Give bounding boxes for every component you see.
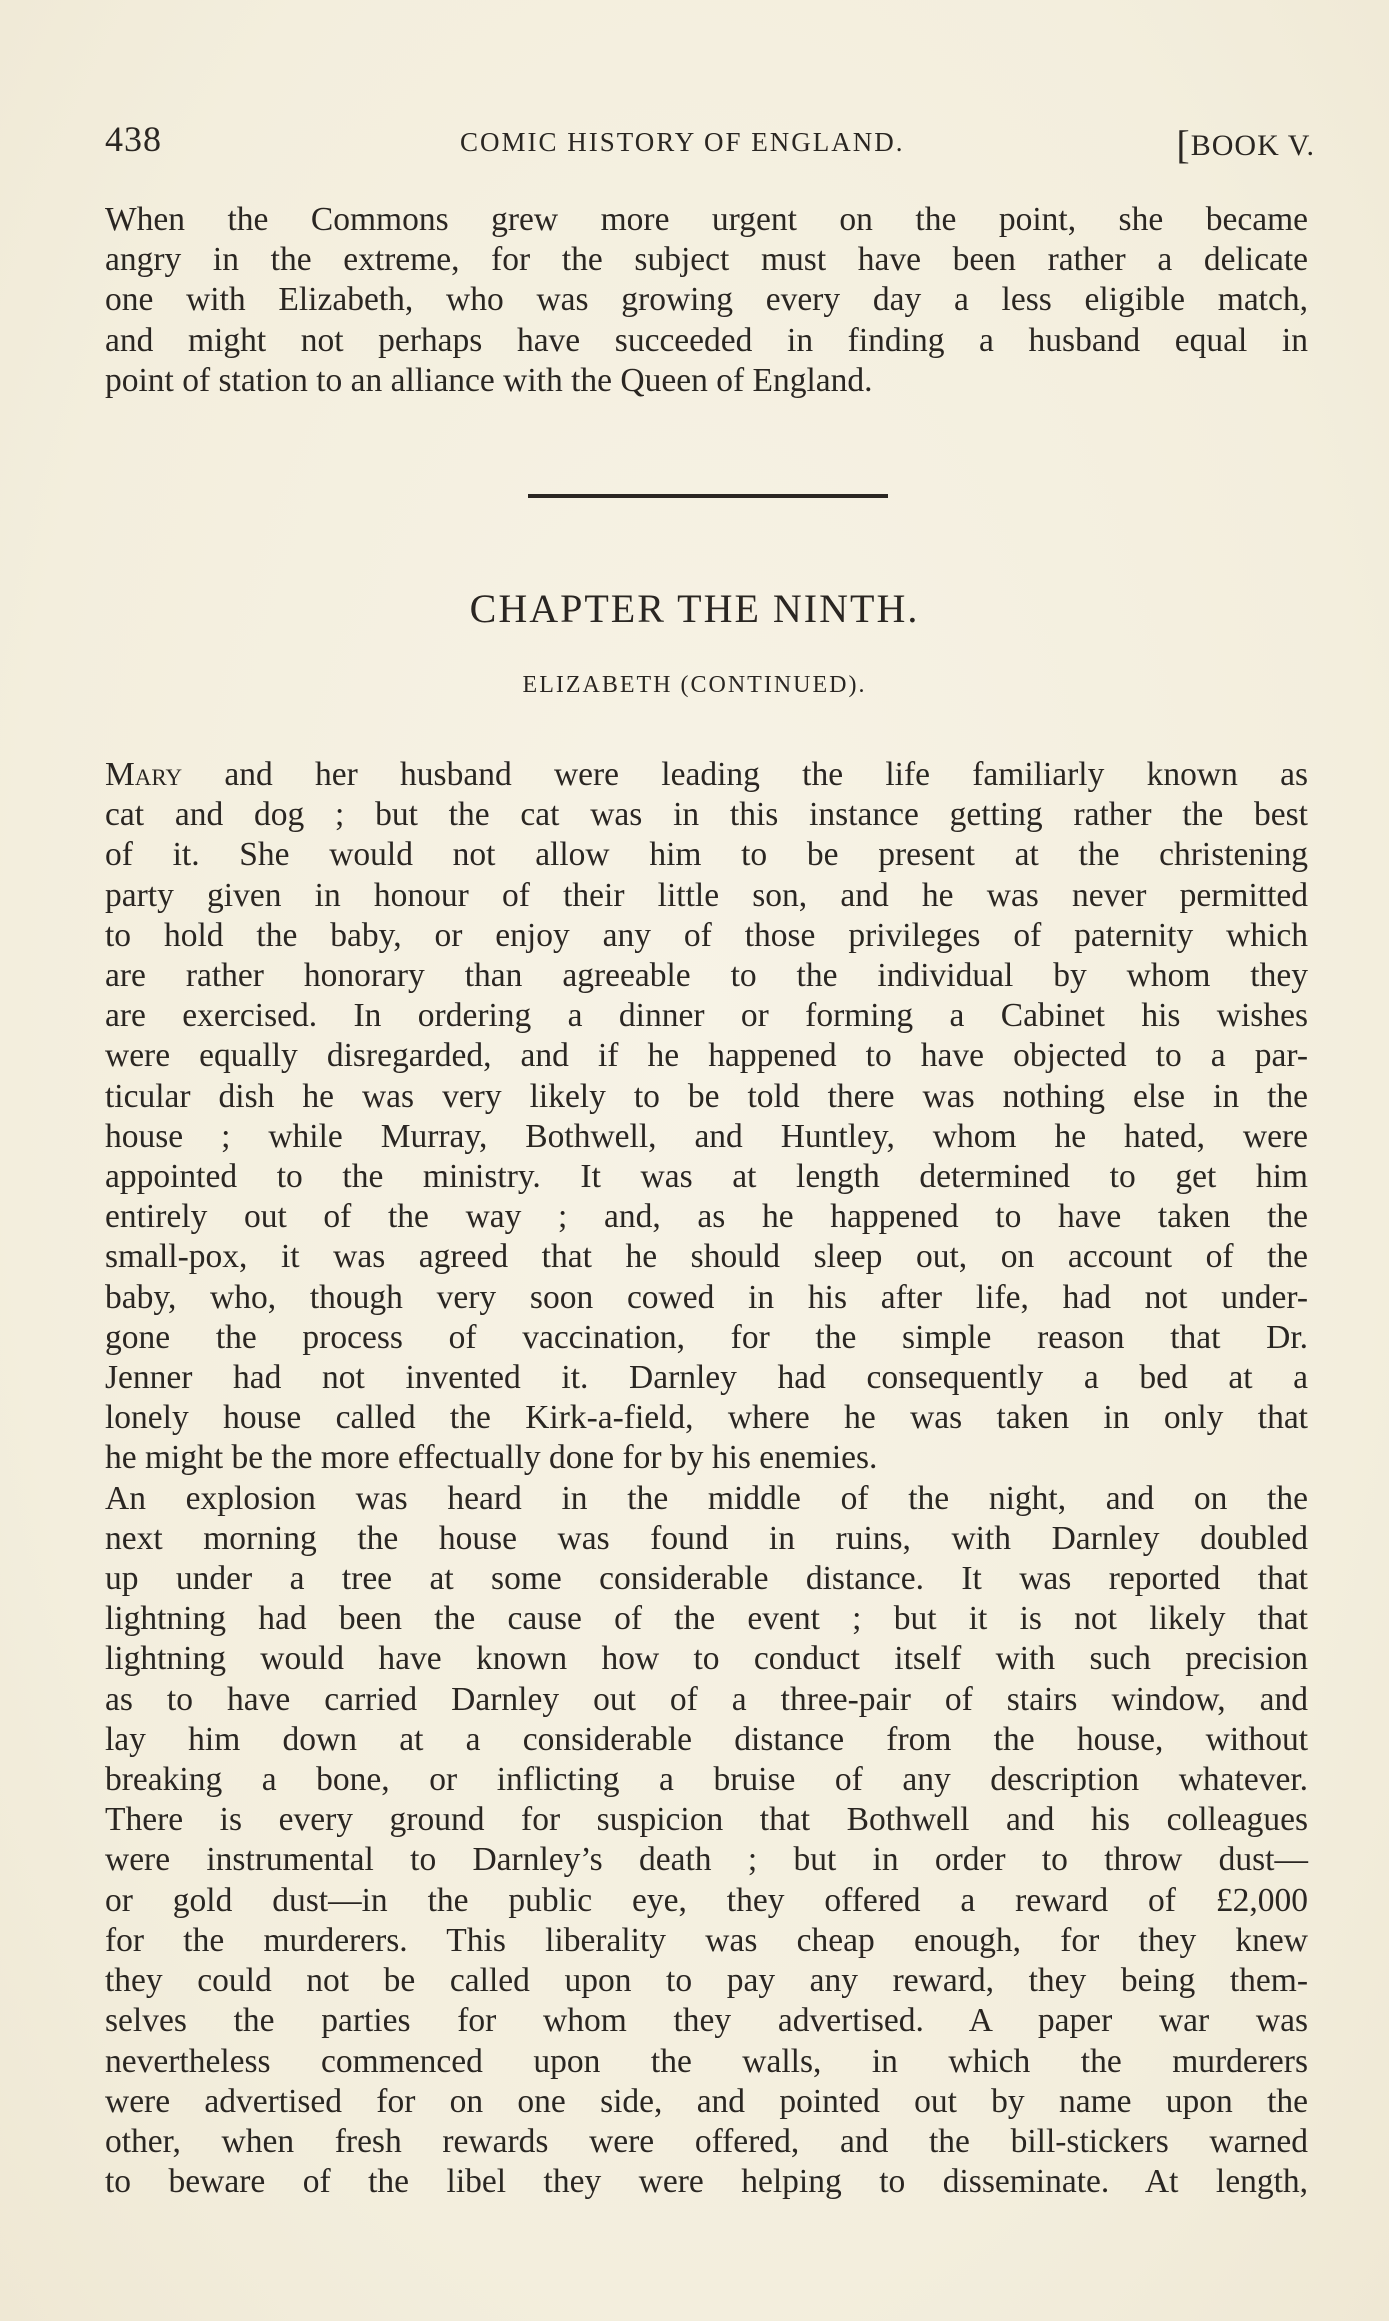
text-line <box>105 1197 1308 1237</box>
book-bracket: [ <box>1176 122 1191 167</box>
line-text: as to have carried Darnley out of a three-pair of stairs window, and <box>105 1680 1308 1718</box>
text-line <box>105 1318 1308 1358</box>
line-text: lonely house called the Kirk-a-field, where he was taken in only that <box>105 1399 1308 1437</box>
line-text: small-pox, it was agreed that he should sleep out, on account of the <box>105 1238 1308 1276</box>
text-line <box>105 1077 1308 1117</box>
text-line <box>105 1961 1308 2001</box>
text-line <box>105 996 1308 1036</box>
text-line <box>105 2082 1308 2122</box>
text-line <box>105 1921 1308 1961</box>
line-text: entirely out of the way ; and, as he happened to have taken the <box>105 1198 1308 1236</box>
text-line <box>105 1800 1308 1840</box>
text-line <box>105 1840 1308 1880</box>
text-line <box>105 2162 1308 2202</box>
line-text: other, when fresh rewards were offered, and the bill-stickers warned <box>105 2122 1308 2160</box>
line-text: There is every ground for suspicion that Bothwell and his colleagues <box>105 1801 1308 1839</box>
running-head <box>105 118 1315 168</box>
text-line <box>105 956 1308 996</box>
text-line <box>105 2001 1308 2041</box>
line-text: next morning the house was found in ruins, with Darnley doubled <box>105 1519 1308 1557</box>
line-text: breaking a bone, or inflicting a bruise of any description whatever. <box>105 1761 1308 1799</box>
text-line <box>105 835 1308 875</box>
text-line <box>105 1398 1308 1438</box>
text-line: and might not perhaps have succeeded in finding a husband equal in <box>105 321 1308 359</box>
intro-paragraph <box>105 200 1308 401</box>
text-line <box>105 755 1308 795</box>
text-line <box>105 1881 1308 1921</box>
text-line <box>105 1559 1308 1599</box>
line-text: up under a tree at some considerable distance. It was reported that <box>105 1560 1308 1598</box>
text-line <box>105 876 1308 916</box>
line-text: and her husband were leading the life familiarly known as <box>182 756 1308 793</box>
line-text: they could not be called upon to pay any reward, they being them- <box>105 1962 1308 2000</box>
text-line <box>105 916 1308 956</box>
line-text: baby, who, though very soon cowed in his after life, had not under- <box>105 1278 1308 1316</box>
book-label <box>1176 118 1315 165</box>
line-text: nevertheless commenced upon the walls, in which the murderers <box>105 2042 1308 2080</box>
page-number: 438 <box>105 119 162 159</box>
line-text: for the murderers. This liberality was cheap enough, for they knew <box>105 1921 1308 1959</box>
chapter-body <box>105 755 1308 2202</box>
text-line <box>105 2042 1308 2082</box>
line-text: party given in honour of their little son, and he was never permitted <box>105 876 1308 914</box>
drop-lead-word: Mary <box>105 756 183 793</box>
line-text: ticular dish he was very likely to be told there was nothing else in the <box>105 1077 1308 1115</box>
text-line: When the Commons grew more urgent on the point, she became <box>105 201 1308 238</box>
text-line <box>105 1358 1308 1398</box>
line-text: he might be the more effectually done for by his enemies. <box>105 1439 878 1477</box>
text-line <box>105 1720 1308 1760</box>
line-text: lay him down at a considerable distance from the house, without <box>105 1720 1308 1758</box>
text-line <box>105 1639 1308 1679</box>
text-line <box>105 1117 1308 1157</box>
text-line <box>105 795 1308 835</box>
line-text: were equally disregarded, and if he happened to have objected to a par- <box>105 1037 1308 1075</box>
text-line <box>105 1438 1308 1478</box>
line-text: were instrumental to Darnley’s death ; but in order to throw dust— <box>105 1841 1308 1879</box>
line-text: appointed to the ministry. It was at length determined to get him <box>105 1158 1308 1196</box>
line-text: to beware of the libel they were helping to disseminate. At length, <box>105 2163 1308 2201</box>
line-text: house ; while Murray, Bothwell, and Huntley, whom he hated, were <box>105 1117 1308 1155</box>
chapter-subtitle: ELIZABETH (CONTINUED). <box>522 672 867 698</box>
text-line <box>105 2122 1308 2162</box>
text-line <box>105 1519 1308 1559</box>
line-text: are exercised. In ordering a dinner or forming a Cabinet his wishes <box>105 997 1308 1035</box>
line-text: Jenner had not invented it. Darnley had consequently a bed at a <box>105 1359 1308 1397</box>
text-line: angry in the extreme, for the subject must have been rather a delicate <box>105 241 1308 279</box>
book-label-text: BOOK V. <box>1190 129 1315 162</box>
running-title: COMIC HISTORY OF ENGLAND. <box>460 127 905 157</box>
chapter-divider-rule <box>528 494 888 498</box>
text-line <box>105 1157 1308 1197</box>
line-text: to hold the baby, or enjoy any of those privileges of paternity which <box>105 916 1308 954</box>
chapter-title: CHAPTER THE NINTH. <box>469 586 920 631</box>
line-text: lightning had been the cause of the event ; but it is not likely that <box>105 1600 1308 1638</box>
line-text: selves the parties for whom they advertised. A paper war was <box>105 2002 1308 2040</box>
line-text: or gold dust—in the public eye, they offered a reward of £2,000 <box>105 1881 1308 1919</box>
line-text: are rather honorary than agreeable to the individual by whom they <box>105 957 1308 995</box>
line-text: lightning would have known how to conduct itself with such precision <box>105 1640 1308 1678</box>
line-text: gone the process of vaccination, for the simple reason that Dr. <box>105 1318 1308 1356</box>
text-line <box>105 1599 1308 1639</box>
line-text: of it. She would not allow him to be present at the christening <box>105 836 1308 874</box>
text-line: point of station to an alliance with the Queen of England. <box>105 361 873 399</box>
text-line <box>105 1036 1308 1076</box>
line-text: cat and dog ; but the cat was in this instance getting rather the best <box>105 796 1308 834</box>
text-line <box>105 1278 1308 1318</box>
line-text: were advertised for on one side, and pointed out by name upon the <box>105 2082 1308 2120</box>
text-line <box>105 1237 1308 1277</box>
text-line <box>105 1680 1308 1720</box>
line-text: An explosion was heard in the middle of the night, and on the <box>105 1479 1308 1517</box>
text-line: one with Elizabeth, who was growing every day a less eligible match, <box>105 281 1308 319</box>
text-line <box>105 1479 1308 1519</box>
text-line <box>105 1760 1308 1800</box>
